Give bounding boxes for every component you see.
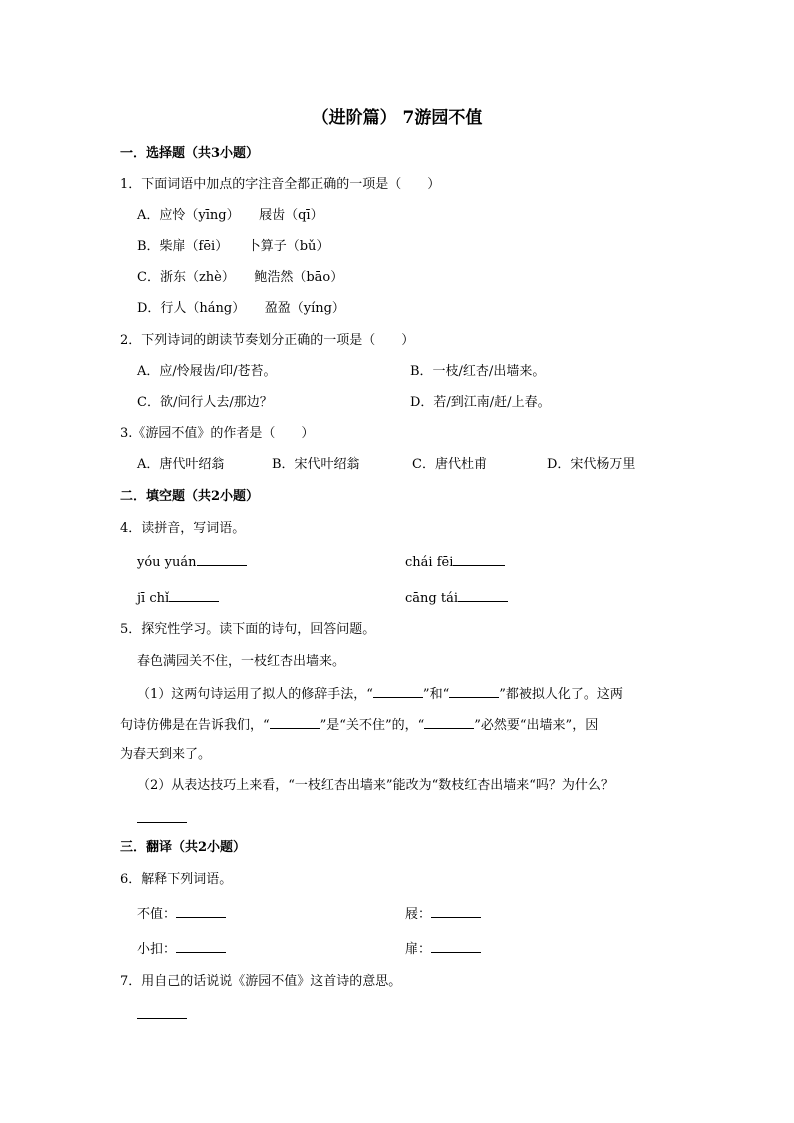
pinyin-label: jī chǐ (137, 591, 170, 606)
answer-blank[interactable] (424, 716, 474, 729)
question-1-option-b: B．柴扉（fēi） 卜算子（bǔ） (137, 239, 330, 254)
question-7-answer-line[interactable] (137, 1006, 187, 1024)
question-2-option-c: C．欲/问行人去/那边？ (137, 395, 273, 410)
text-segment: ”必然要“出墙来”，因 (474, 718, 599, 733)
text-segment: ”都被拟人化了。这两 (499, 687, 623, 702)
text-segment: （1）这两句诗运用了拟人的修辞手法，“ (137, 687, 373, 702)
page-title: （进阶篇） 7游园不值 (311, 108, 483, 128)
answer-blank[interactable] (431, 905, 481, 918)
question-2-option-b: B．一枝/红杏/出墙来。 (410, 364, 546, 379)
pinyin-label: chái fēi (405, 555, 454, 570)
question-7-stem: 7．用自己的话说说《游园不值》这首诗的意思。 (120, 974, 402, 989)
question-3-option-d: D．宋代杨万里 (547, 457, 636, 472)
question-3-option-c: C．唐代杜甫 (412, 457, 487, 472)
question-5-part-1-line-3: 为春天到来了。 (120, 747, 212, 762)
term-item-2 (405, 905, 481, 923)
answer-blank[interactable] (176, 940, 226, 953)
text-segment: ”和“ (422, 687, 450, 702)
question-3-option-a: A．唐代叶绍翁 (137, 457, 225, 472)
answer-blank[interactable] (137, 810, 187, 823)
term-item-4 (405, 940, 481, 958)
term-label: 扉： (405, 942, 432, 957)
section-heading-choice: 一．选择题（共3小题） (120, 146, 260, 161)
text-segment: 句诗仿佛是在告诉我们，“ (120, 718, 270, 733)
answer-blank[interactable] (449, 685, 499, 698)
answer-blank[interactable] (137, 1006, 187, 1019)
section-heading-translate: 三．翻译（共2小题） (120, 840, 247, 855)
question-5-stem: 5．探究性学习。读下面的诗句，回答问题。 (120, 622, 376, 637)
question-2-option-a: A．应/怜屐齿/印/苍苔。 (137, 364, 277, 379)
section-heading-fill: 二．填空题（共2小题） (120, 489, 260, 504)
question-6-stem: 6．解释下列词语。 (120, 872, 233, 887)
answer-blank[interactable] (270, 716, 320, 729)
question-5-part-1-line-2 (120, 716, 598, 734)
answer-blank[interactable] (431, 940, 481, 953)
answer-blank[interactable] (453, 553, 505, 566)
question-5-answer-line[interactable] (137, 810, 187, 828)
term-item-1 (137, 905, 226, 923)
question-1-option-a: A．应怜（yīng） 屐齿（qī） (137, 208, 324, 223)
pinyin-item-1 (137, 553, 247, 571)
pinyin-item-2 (405, 553, 505, 571)
answer-blank[interactable] (169, 589, 219, 602)
question-2-option-d: D．若/到江南/赶/上春。 (410, 395, 551, 410)
term-label: 不值： (137, 907, 177, 922)
answer-blank[interactable] (458, 589, 508, 602)
question-5-part-1-line-1 (137, 685, 623, 703)
answer-blank[interactable] (373, 685, 423, 698)
answer-blank[interactable] (197, 553, 247, 566)
pinyin-item-3 (137, 589, 219, 607)
question-1-stem: 1．下面词语中加点的字注音全都正确的一项是（ ） (120, 177, 441, 192)
question-3-option-b: B．宋代叶绍翁 (272, 457, 360, 472)
pinyin-label: yóu yuán (137, 555, 197, 570)
question-2-stem: 2．下列诗词的朗读节奏划分正确的一项是（ ） (120, 333, 415, 348)
question-1-option-d: D．行人（háng） 盈盈（yíng） (137, 301, 345, 316)
question-5-part-2: （2）从表达技巧上来看，“一枝红杏出墙来”能改为“数枝红杏出墙来“吗？为什么？ (137, 778, 614, 793)
term-item-3 (137, 940, 226, 958)
pinyin-label: cāng tái (405, 591, 458, 606)
poem-line: 春色满园关不住，一枝红杏出墙来。 (137, 654, 346, 669)
text-segment: ”是“关不住”的，“ (319, 718, 425, 733)
question-4-stem: 4．读拼音，写词语。 (120, 521, 246, 536)
pinyin-item-4 (405, 589, 508, 607)
term-label: 屐： (405, 907, 432, 922)
term-label: 小扣： (137, 942, 177, 957)
answer-blank[interactable] (176, 905, 226, 918)
question-1-option-c: C．浙东（zhè） 鲍浩然（bāo） (137, 270, 344, 285)
question-3-stem: 3.《游园不值》的作者是（ ） (120, 426, 315, 441)
